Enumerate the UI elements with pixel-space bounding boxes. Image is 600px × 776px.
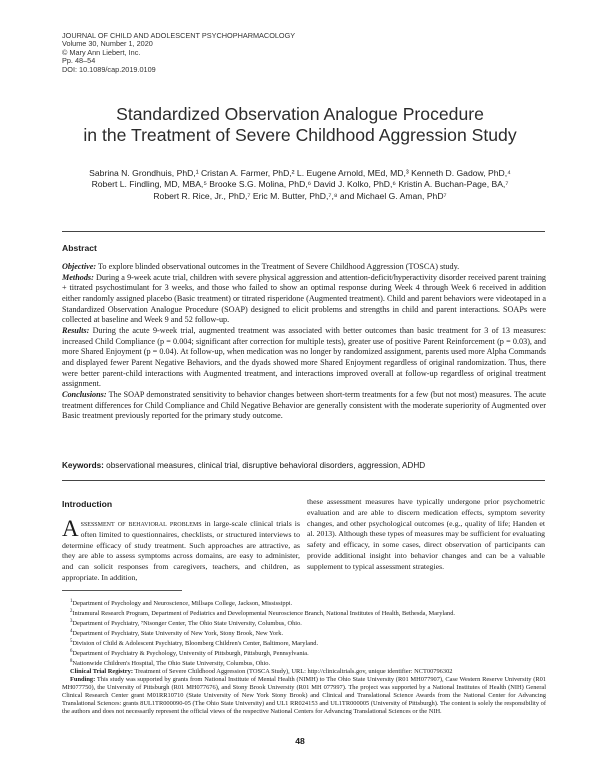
intro-smallcaps: ssessment of behavioral problems <box>80 519 202 528</box>
footnote: $^6$Department of Psychiatry & Psychology, University of Pittsburgh, Pittsburgh, Pennsylvania. <box>70 649 309 658</box>
keywords-label: Keywords: <box>62 461 104 470</box>
intro-column-right <box>307 497 545 573</box>
intro-col1-text: in large-scale clinical trials is often limited to questionnaires, checklists, or structured interviews to determine efficacy of study treatment. Such approaches are attractive, as they are able to assess symptoms across domains, are easy to administer, and can solicit responses from caregivers, teachers, and children, as appropriate. In addition, <box>62 519 300 582</box>
authors-line-2: Robert L. Findling, MD, MBA,⁵ Brooke S.G. Molina, PhD,⁶ David J. Kolko, PhD,⁶ Kristin A. Buchan-Page, BA,⁷ <box>91 179 509 190</box>
journal-name: JOURNAL OF CHILD AND ADOLESCENT PSYCHOPHARMACOLOGY <box>62 31 296 40</box>
methods-label: Methods: <box>62 272 94 282</box>
journal-copyright: © Mary Ann Liebert, Inc. <box>62 47 141 57</box>
title-line-1: Standardized Observation Analogue Procedure <box>116 104 484 124</box>
page-number: 48 <box>295 736 305 746</box>
clinical-trial-registry <box>62 668 546 676</box>
abstract-results <box>62 326 546 390</box>
methods-text: During a 9-week acute trial, children with severe physical aggression and attention-deficit/hyperactivity disorder received parent training + titrated psychostimulant for 3 weeks, and those who failed to show an optimal response during Week 4 through Week 6 received in addition either randomly assigned placebo (Basic treatment) or titrated risperidone (Augmented treatment). Child and parent behaviors were videotaped in a Standardized Observation Analogue Procedure (SOAP) designed to elicit problems and strengths in child and parent interactions. SOAPs were collected at baseline and Week 9 and 52 follow-up. <box>62 272 547 325</box>
intro-column-left <box>62 516 300 584</box>
intro-paragraph-1 <box>62 516 300 584</box>
journal-doi: DOI: 10.1089/cap.2019.0109 <box>62 64 156 74</box>
conclusions-text: The SOAP demonstrated sensitivity to behavior changes between short-term treatments for a few (but not most) measures. The acute treatment differences for Child Compliance and Child Negative Behavior are generally consistent with the moderate superiority of Augmented over Basic treatment previously reported for the primary study outcome. <box>62 389 547 421</box>
conclusions-label: Conclusions: <box>62 389 107 399</box>
abstract-heading: Abstract <box>62 243 97 253</box>
intro-heading: Introduction <box>62 499 113 509</box>
footnote: $^2$Intramural Research Program, Department of Pediatrics and Developmental Neuroscience Branch, National Institutes of Health, Bethesda, Maryland. <box>70 609 456 618</box>
journal-pages: Pp. 48–54 <box>62 56 96 66</box>
abstract-objective <box>62 262 546 273</box>
article-title <box>40 104 560 146</box>
objective-label: Objective: <box>62 262 97 271</box>
keywords-text: observational measures, clinical trial, disruptive behavioral disorders, aggression, ADHD <box>106 461 426 470</box>
results-text: During the acute 9-week trial, augmented treatment was associated with better outcomes than basic treatment for 3 of 13 measures: increased Child Compliance (p = 0.004; significant after correction for multiple tests), greater use of positive Parent Reinforcement (p = 0.03), and more Shared Enjoyment (p = 0.04). At follow-up, when medication was no longer by randomized assignment, parents used more Alpha Commands and displayed fewer Parent Negative Behaviors, and the dyads showed more Shared Enjoyment regardless of original randomization. Thus, there were better parent-child interactions with Augmented treatment, and interactions improved overall at follow-up regardless of original treatment assignment. <box>62 325 546 389</box>
abstract-bottom-rule <box>62 480 545 481</box>
footnote: $^5$Division of Child & Adolescent Psychiatry, Bloomberg Children's Center, Baltimore, Maryland. <box>70 639 319 648</box>
footnote-rule <box>62 590 182 591</box>
footnote: $^8$Nationwide Children's Hospital, The Ohio State University, Columbus, Ohio. <box>70 659 271 668</box>
authors-line-1: Sabrina N. Grondhuis, PhD,¹ Cristan A. Farmer, PhD,² L. Eugene Arnold, MEd, MD,³ Kenneth D. Gadow, PhD,⁴ <box>89 168 511 178</box>
abstract-body <box>62 262 546 422</box>
registry-text: Treatment of Severe Childhood Aggression (TOSCA Study), URL: http://clinicaltrials.gov, unique identifier: NCT00796302 <box>134 668 453 676</box>
abstract-top-rule <box>62 231 545 232</box>
footnote: $^1$Department of Psychology and Neuroscience, Millsaps College, Jackson, Mississippi. <box>70 599 293 608</box>
keywords <box>62 461 546 471</box>
funding-statement <box>62 676 546 716</box>
intro-paragraph-2: these assessment measures have typically undergone prior psychometric evaluation and are able to discern medication effects, symptom severity changes, and other psychological outcomes (e.g., quality of life; Handen et al. 2013). Although these types of measures may be sufficient for evaluating safety and efficacy, in some cases, direct observation of participants can provide additional insight into behavior changes and can be a valuable supplement to typical assessment strategies. <box>307 497 545 571</box>
results-label: Results: <box>62 325 90 335</box>
journal-volume: Volume 30, Number 1, 2020 <box>62 39 153 49</box>
funding-text: This study was supported by grants from National Institute of Mental Health (NIMH) to The Ohio State University (R01 MH077907), Case Western Reserve University (R01 MH077750), the University of Pittsburgh (R01 MH077676), and Stony Brook University (R01 MH 077997). The project was supported by a National Institutes of Health (NIH) General Clinical Research Center grant M01RR10710 (State University of New York Stony Brook) and Clinical and Translational Science Awards from the National Center for Advancing Translational Sciences: grants 8UL1TR000090-05 (The Ohio State University) and UL1 RR024153 and UL1TR000005 (University of Pittsburgh). The content is solely the responsibility of the authors and does not necessarily represent the official views of the respective National Centers for Advancing Translational Sciences or the NIH. <box>62 676 546 715</box>
author-list <box>40 168 560 202</box>
footnotes <box>62 598 546 716</box>
funding-label: Funding: <box>70 676 96 684</box>
authors-line-3: Robert R. Rice, Jr., PhD,⁷ Eric M. Butter, PhD,⁷,⁸ and Michael G. Aman, PhD⁷ <box>153 190 447 201</box>
objective-text: To explore blinded observational outcomes in the Treatment of Severe Childhood Aggression (TOSCA) study. <box>98 262 460 271</box>
abstract-conclusions <box>62 390 546 422</box>
registry-label: Clinical Trial Registry: <box>70 668 133 676</box>
journal-header <box>62 32 362 74</box>
drop-cap: A <box>62 516 79 541</box>
title-line-2: in the Treatment of Severe Childhood Aggression Study <box>83 125 517 145</box>
footnote: $^4$Department of Psychiatry, State University of New York, Stony Brook, New York. <box>70 629 284 638</box>
footnote: $^3$Department of Psychiatry, ⁷Nisonger Center, The Ohio State University, Columbus, Ohio. <box>70 619 302 628</box>
abstract-methods <box>62 273 546 326</box>
